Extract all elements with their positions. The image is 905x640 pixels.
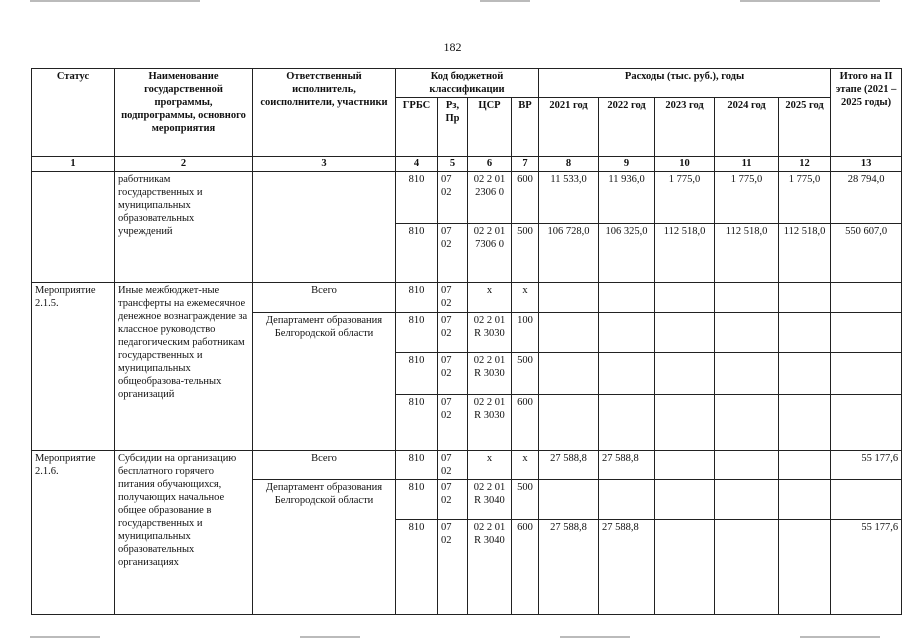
rz-cell: 07 02	[438, 224, 468, 283]
vr-cell: 100	[512, 313, 539, 353]
executor-cell: Департамент образования Белгородской области	[253, 480, 396, 615]
header-status: Статус	[32, 69, 115, 157]
status-cell: Мероприятие 2.1.6.	[32, 451, 115, 615]
bottom-edge-line	[800, 636, 880, 638]
column-number: 7	[512, 157, 539, 172]
vr-cell: 600	[512, 172, 539, 224]
rz-cell: 07 02	[438, 313, 468, 353]
table-row	[32, 283, 902, 313]
y2025-cell: 112 518,0	[779, 224, 831, 283]
top-edge-line	[740, 0, 880, 2]
rz-cell: 07 02	[438, 283, 468, 313]
header-csr: ЦСР	[468, 98, 512, 157]
grbs-cell: 810	[396, 480, 438, 520]
column-number: 12	[779, 157, 831, 172]
header-2022: 2022 год	[599, 98, 655, 157]
grbs-cell: 810	[396, 353, 438, 395]
program-name-cell: Субсидии на организацию бесплатного горячего питания обучающихся, получающих начальное общее образование в государственных и муниципальных образовательных организациях	[115, 451, 253, 615]
program-name-cell: Иные межбюджет-ные трансферты на ежемесячное денежное вознаграждение за классное руководство педагогическим работникам государственных и муниципальных общеобразова-тельных организаций	[115, 283, 253, 451]
csr-cell: 02 2 01 R 3030	[468, 313, 512, 353]
y2022-cell: 27 588,8	[599, 520, 655, 615]
executor-cell: Департамент образования Белгородской области	[253, 313, 396, 451]
column-number: 10	[655, 157, 715, 172]
csr-cell: 02 2 01 R 3040	[468, 480, 512, 520]
header-executor: Ответственный исполнитель, соисполнители, участники	[253, 69, 396, 157]
csr-cell: 02 2 01 R 3030	[468, 395, 512, 451]
executor-cell: Всего	[253, 451, 396, 480]
total-cell: 28 794,0	[831, 172, 902, 224]
vr-cell: 500	[512, 353, 539, 395]
y2021-cell: 11 533,0	[539, 172, 599, 224]
grbs-cell: 810	[396, 224, 438, 283]
header-expenses: Расходы (тыс. руб.), годы	[539, 69, 831, 98]
grbs-cell: 810	[396, 172, 438, 224]
csr-cell: 02 2 01 R 3030	[468, 353, 512, 395]
status-cell	[32, 172, 115, 283]
total-cell: 55 177,6	[831, 520, 902, 615]
column-number: 11	[715, 157, 779, 172]
column-number: 6	[468, 157, 512, 172]
header-2023: 2023 год	[655, 98, 715, 157]
bottom-edge-line	[30, 636, 100, 638]
column-number: 3	[253, 157, 396, 172]
y2022-cell: 106 325,0	[599, 224, 655, 283]
vr-cell: х	[512, 283, 539, 313]
executor-cell: Всего	[253, 283, 396, 313]
vr-cell: 500	[512, 224, 539, 283]
y2024-cell: 112 518,0	[715, 224, 779, 283]
grbs-cell: 810	[396, 313, 438, 353]
bottom-edge-line	[300, 636, 360, 638]
csr-cell: х	[468, 283, 512, 313]
budget-table	[31, 68, 902, 615]
header-vr: ВР	[512, 98, 539, 157]
csr-cell: 02 2 01 7306 0	[468, 224, 512, 283]
executor-cell	[253, 172, 396, 283]
grbs-cell: 810	[396, 283, 438, 313]
y2023-cell: 1 775,0	[655, 172, 715, 224]
y2021-cell: 27 588,8	[539, 520, 599, 615]
grbs-cell: 810	[396, 451, 438, 480]
rz-cell: 07 02	[438, 451, 468, 480]
csr-cell: х	[468, 451, 512, 480]
header-rz: Рз, Пр	[438, 98, 468, 157]
rz-cell: 07 02	[438, 353, 468, 395]
column-number: 5	[438, 157, 468, 172]
vr-cell: х	[512, 451, 539, 480]
csr-cell: 02 2 01 2306 0	[468, 172, 512, 224]
header-row-1	[32, 69, 902, 98]
grbs-cell: 810	[396, 520, 438, 615]
rz-cell: 07 02	[438, 520, 468, 615]
header-total: Итого на II этапе (2021 – 2025 годы)	[831, 69, 902, 157]
rz-cell: 07 02	[438, 480, 468, 520]
column-number: 13	[831, 157, 902, 172]
top-edge-line	[480, 0, 530, 2]
header-2024: 2024 год	[715, 98, 779, 157]
y2022-cell: 27 588,8	[599, 451, 655, 480]
top-edge-line	[30, 0, 200, 2]
program-name-cell: работникам государственных и муниципальных образовательных учреждений	[115, 172, 253, 283]
table-row	[32, 172, 902, 224]
vr-cell: 600	[512, 520, 539, 615]
header-2025: 2025 год	[779, 98, 831, 157]
y2022-cell: 11 936,0	[599, 172, 655, 224]
y2021-cell: 106 728,0	[539, 224, 599, 283]
header-budget-code: Код бюджетной классификации	[396, 69, 539, 98]
rz-cell: 07 02	[438, 395, 468, 451]
bottom-edge-line	[560, 636, 630, 638]
header-grbs: ГРБС	[396, 98, 438, 157]
total-cell: 55 177,6	[831, 451, 902, 480]
y2025-cell: 1 775,0	[779, 172, 831, 224]
y2021-cell: 27 588,8	[539, 451, 599, 480]
total-cell: 550 607,0	[831, 224, 902, 283]
status-cell: Мероприятие 2.1.5.	[32, 283, 115, 451]
column-number: 2	[115, 157, 253, 172]
vr-cell: 600	[512, 395, 539, 451]
column-number: 9	[599, 157, 655, 172]
y2023-cell: 112 518,0	[655, 224, 715, 283]
column-number-row	[32, 157, 902, 172]
y2024-cell: 1 775,0	[715, 172, 779, 224]
header-program: Наименование государственной программы, подпрограммы, основного мероприятия	[115, 69, 253, 157]
column-number: 1	[32, 157, 115, 172]
column-number: 4	[396, 157, 438, 172]
header-2021: 2021 год	[539, 98, 599, 157]
table-row	[32, 451, 902, 480]
column-number: 8	[539, 157, 599, 172]
csr-cell: 02 2 01 R 3040	[468, 520, 512, 615]
vr-cell: 500	[512, 480, 539, 520]
rz-cell: 07 02	[438, 172, 468, 224]
page-number: 182	[443, 40, 462, 54]
grbs-cell: 810	[396, 395, 438, 451]
